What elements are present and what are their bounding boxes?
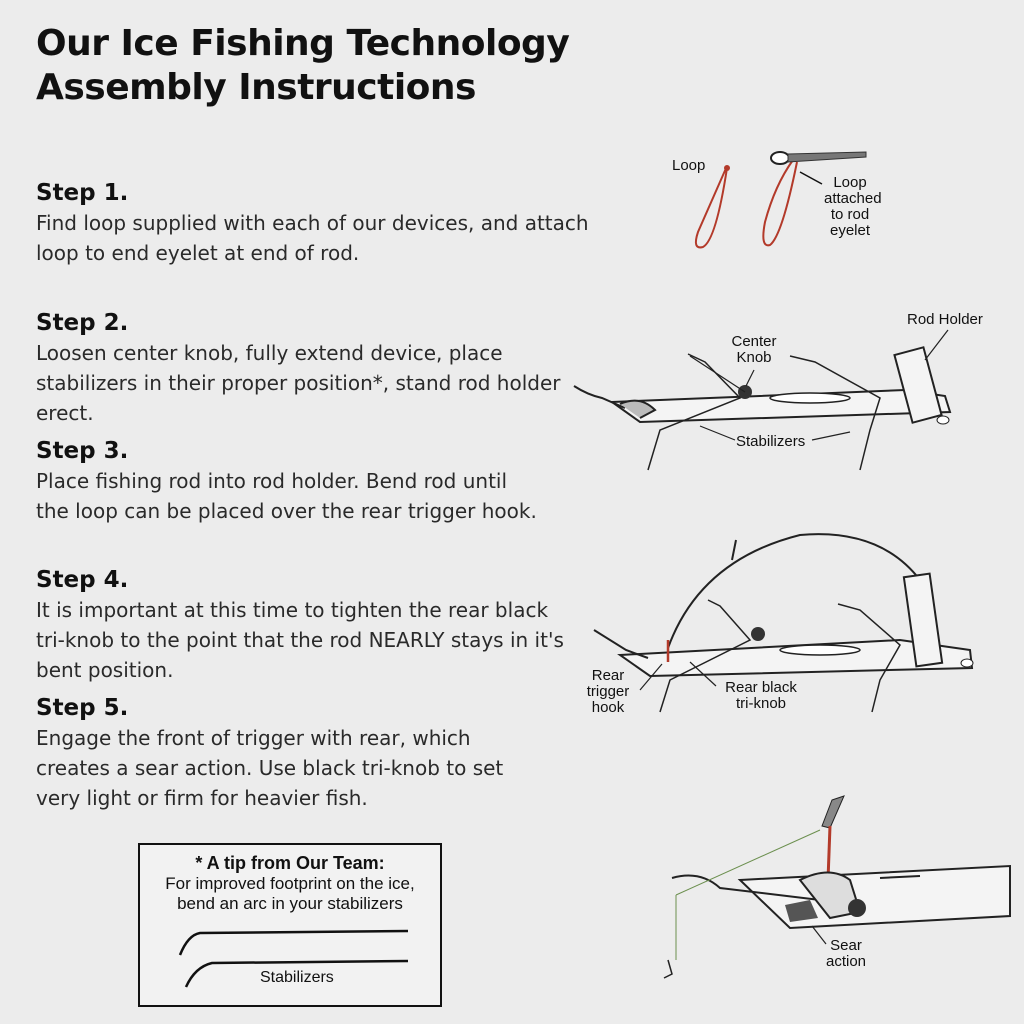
step-text: Place fishing rod into rod holder. Bend rod until the loop can be placed over the rear trigger hook. bbox=[36, 469, 537, 523]
label-rod-holder: Rod Holder bbox=[907, 311, 983, 328]
label-loop: Loop bbox=[672, 157, 706, 174]
label-loop-attached: Loop attached to rod eyelet bbox=[824, 174, 882, 239]
label-rear-black-tri-knob: Rear black tri-knob bbox=[725, 679, 797, 712]
tip-title: * A tip from Our Team: bbox=[195, 853, 385, 873]
tip-line-1: For improved footprint on the ice, bbox=[165, 874, 415, 893]
step-heading: Step 1. bbox=[36, 180, 129, 206]
label-rear-trigger-hook: Rear trigger hook bbox=[586, 667, 630, 716]
tip-line-2: bend an arc in your stabilizers bbox=[177, 894, 403, 913]
step-text: It is important at this time to tighten the rear black tri-knob to the point that the rod NEARLY stays in it's bent position. bbox=[36, 598, 564, 682]
step-heading: Step 2. bbox=[36, 310, 129, 336]
label-sear-action: Sear action bbox=[825, 937, 867, 970]
label-center-knob: Center Knob bbox=[731, 333, 777, 366]
step-text: Find loop supplied with each of our devices, and attach loop to end eyelet at end of rod. bbox=[36, 211, 589, 265]
step-heading: Step 4. bbox=[36, 567, 129, 593]
title-line-2: Assembly Instructions bbox=[36, 67, 476, 108]
tip-stabilizers-label: Stabilizers bbox=[260, 969, 334, 986]
step-heading: Step 3. bbox=[36, 438, 129, 464]
step-text: Engage the front of trigger with rear, which creates a sear action. Use black tri-knob to set very light or firm for heavier fish. bbox=[36, 726, 504, 810]
step-text: Loosen center knob, fully extend device, place stabilizers in their proper position*, stand rod holder erect. bbox=[36, 341, 561, 425]
title-line-1: Our Ice Fishing Technology bbox=[36, 23, 570, 64]
step-heading: Step 5. bbox=[36, 695, 129, 721]
label-stabilizers: Stabilizers bbox=[736, 433, 806, 450]
